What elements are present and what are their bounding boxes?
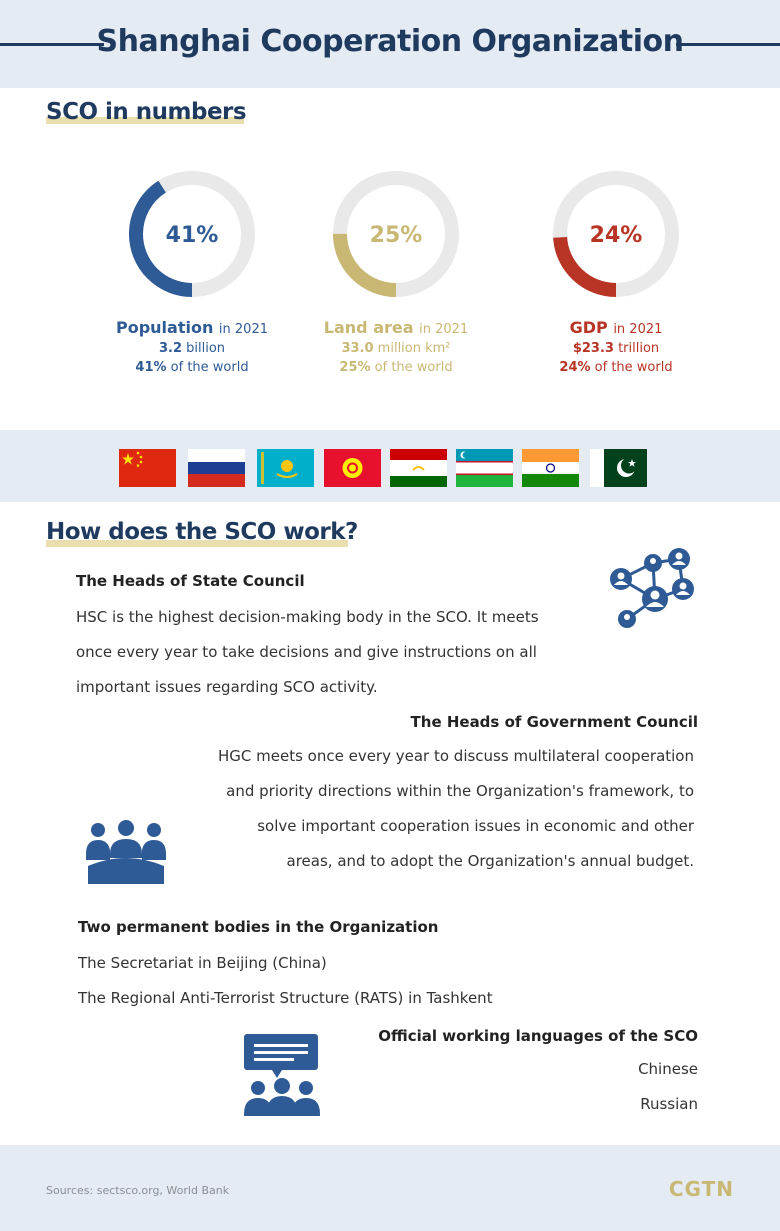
stat-year: in 2021 <box>613 322 663 337</box>
hgc-title: The Heads of Government Council <box>410 713 698 731</box>
stat-share <box>286 360 506 375</box>
language-item: Chinese <box>638 1060 698 1078</box>
kyrgyzstan-flag <box>324 449 381 487</box>
header-band <box>0 0 780 88</box>
share-text: of the world <box>590 360 673 375</box>
percent-label: 24% <box>589 223 643 248</box>
hsc-description <box>76 600 539 705</box>
india-flag <box>522 449 579 487</box>
work-heading: How does the SCO work? <box>46 519 358 545</box>
bodies-list <box>78 946 493 1016</box>
china-flag <box>119 449 176 487</box>
stat-year: in 2021 <box>419 322 469 337</box>
stat-share <box>506 360 726 375</box>
languages-title: Official working languages of the SCO <box>378 1027 698 1045</box>
stat-name: Land area <box>323 318 414 337</box>
hgc-description <box>218 739 694 879</box>
hsc-line: once every year to take decisions and give instructions on all <box>76 643 537 661</box>
value-unit: billion <box>182 341 226 356</box>
meeting-group-icon <box>86 820 166 884</box>
russia-flag <box>188 449 245 487</box>
stat-title <box>506 318 726 337</box>
kazakhstan-flag <box>257 449 314 487</box>
speech-bubble-people-icon <box>242 1032 322 1118</box>
value-bold: 3.2 <box>158 341 182 356</box>
value-bold: $23.3 <box>572 341 614 356</box>
hgc-line: areas, and to adopt the Organization's annual budget. <box>286 852 694 870</box>
stat-gdp <box>506 168 726 375</box>
share-bold: 24% <box>559 360 591 375</box>
stat-value <box>506 341 726 356</box>
body-item: The Regional Anti-Terrorist Structure (RATS) in Tashkent <box>78 989 493 1007</box>
uzbekistan-flag <box>456 449 513 487</box>
land-area-ring <box>330 168 462 300</box>
network-people-icon <box>603 543 699 633</box>
bodies-title: Two permanent bodies in the Organization <box>78 918 439 936</box>
stat-population <box>82 168 302 375</box>
stat-share <box>82 360 302 375</box>
hsc-line: HSC is the highest decision-making body in the SCO. It meets <box>76 608 539 626</box>
gdp-ring <box>550 168 682 300</box>
share-text: of the world <box>370 360 453 375</box>
hsc-title: The Heads of State Council <box>76 572 305 590</box>
percent-label: 25% <box>369 223 423 248</box>
stat-name: Population <box>115 318 214 337</box>
share-bold: 41% <box>135 360 167 375</box>
value-unit: million km² <box>373 341 451 356</box>
share-text: of the world <box>166 360 249 375</box>
share-bold: 25% <box>339 360 371 375</box>
hgc-line: and priority directions within the Organization's framework, to <box>226 782 694 800</box>
percent-label: 41% <box>165 223 219 248</box>
languages-list <box>638 1052 698 1122</box>
stat-title <box>82 318 302 337</box>
page-title: Shanghai Cooperation Organization <box>96 24 684 59</box>
population-ring <box>126 168 258 300</box>
stat-title <box>286 318 506 337</box>
pakistan-flag <box>590 449 647 487</box>
language-item: Russian <box>640 1095 698 1113</box>
stat-value <box>286 341 506 356</box>
stat-name: GDP <box>569 318 608 337</box>
footer-band <box>0 1145 780 1231</box>
cgtn-logo: CGTN <box>668 1177 734 1201</box>
value-bold: 33.0 <box>341 341 374 356</box>
hsc-line: important issues regarding SCO activity. <box>76 678 378 696</box>
tajikistan-flag <box>390 449 447 487</box>
value-unit: trillion <box>613 341 660 356</box>
stat-year: in 2021 <box>218 322 268 337</box>
numbers-heading: SCO in numbers <box>46 99 247 125</box>
sources-note: Sources: sectsco.org, World Bank <box>46 1184 230 1197</box>
body-item: The Secretariat in Beijing (China) <box>78 954 327 972</box>
stat-land-area <box>286 168 506 375</box>
stat-value <box>82 341 302 356</box>
hgc-line: solve important cooperation issues in economic and other <box>257 817 694 835</box>
hgc-line: HGC meets once every year to discuss multilateral cooperation <box>217 747 694 765</box>
